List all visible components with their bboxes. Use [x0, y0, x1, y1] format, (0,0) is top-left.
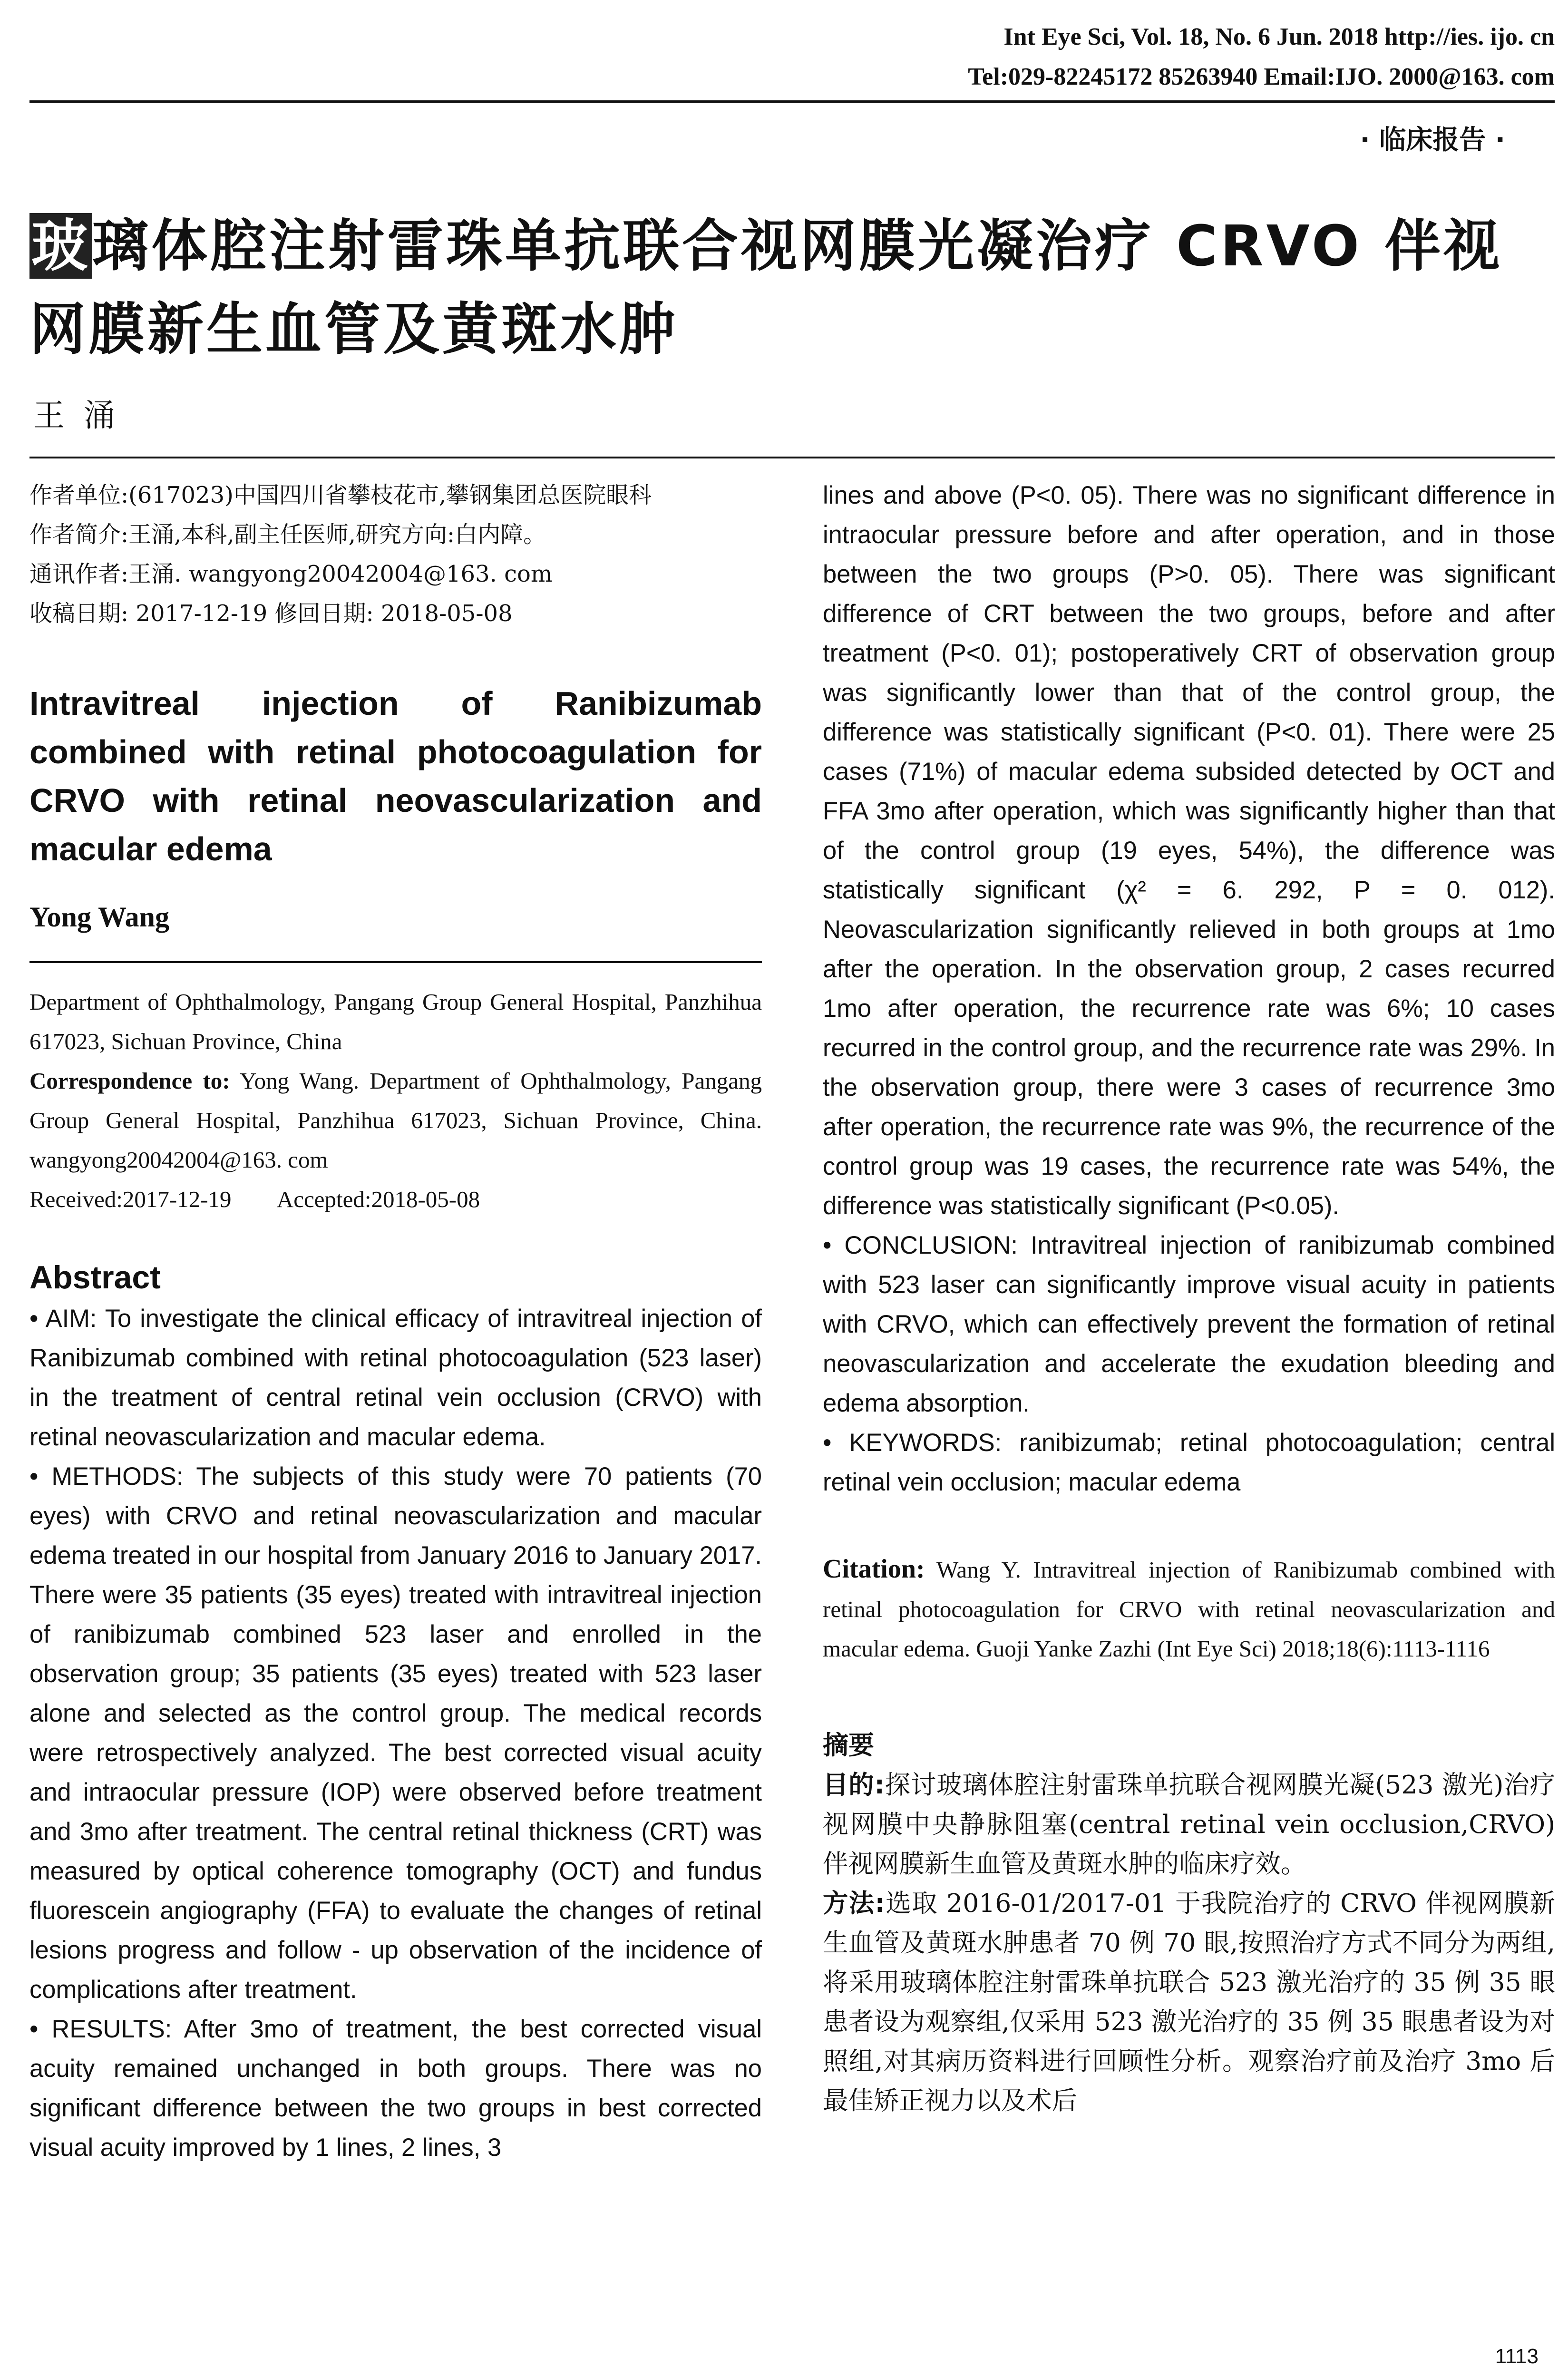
abstract-keywords: • KEYWORDS: ranibizumab; retinal photocoagulation; central retinal vein occlusion; macular edema: [823, 1429, 1555, 1496]
english-meta: [29, 982, 762, 1219]
author-rule: [29, 961, 762, 963]
english-dates: Received:2017-12-19 Accepted:2018-05-08: [29, 1186, 480, 1212]
abstract-results-start: • RESULTS: After 3mo of treatment, the best corrected visual acuity remained unchanged in both groups. There was no significant difference between the two groups in best corrected visual acuity improved by 1 lines, 2 lines, 3: [29, 2015, 762, 2162]
page-number: 1113: [1495, 2345, 1539, 2368]
chinese-abstract: [823, 1765, 1555, 2120]
abstract-methods: • METHODS: The subjects of this study were 70 patients (70 eyes) with CRVO and retinal neovascularization and macular edema treated in our hospital from January 2016 to January 2017. There were 35 patients (35 eyes) treated with intravitreal injection of ranibizumab combined 523 laser and enrolled in the observation group; 35 patients (35 eyes) treated with 523 laser alone and selected as the control group. The medical records were retrospectively analyzed. The best corrected visual acuity and intraocular pressure (IOP) were observed before treatment and 3mo after treatment. The central retinal thickness (CRT) was measured by optical coherence tomography (OCT) and fundus fluorescein angiography (FFA) to evaluate the changes of retinal lesions progress and follow - up observation of the incidence of complications after treatment.: [29, 1462, 762, 2004]
correspondence-label: Correspondence to:: [29, 1068, 230, 1094]
cn-aim-label: 目的:: [823, 1770, 885, 1800]
abstract-heading: Abstract: [29, 1259, 161, 1296]
correspondence: [29, 1061, 762, 1179]
journal-header: Int Eye Sci, Vol. 18, No. 6 Jun. 2018 http://ies. ijo. cn: [1003, 23, 1555, 50]
cn-methods-label: 方法:: [823, 1888, 885, 1918]
english-title: Intravitreal injection of Ranibizumab combined with retinal photocoagulation for CRVO with retinal neovascularization and macular edema: [29, 685, 762, 867]
title-first-char: 玻: [29, 213, 92, 279]
abstract-right: [823, 476, 1555, 1502]
header-rule: [29, 100, 1555, 103]
cn-abstract-methods: [823, 1883, 1555, 2120]
title-rest: 璃体腔注射雷珠单抗联合视网膜光凝治疗 CRVO 伴视网膜新生血管及黄斑水肿: [29, 213, 1503, 362]
author-affiliation: 作者单位:(617023)中国四川省攀枝花市,攀钢集团总医院眼科: [29, 482, 652, 508]
cn-methods-text: 选取 2016-01/2017-01 于我院治疗的 CRVO 伴视网膜新生血管及黄斑水肿患者 70 例 70 眼,按照治疗方式不同分为两组,将采用玻璃体腔注射雷珠单抗联合 523 激光治疗的 35 例 35 眼患者设为观察组,仅采用 523 激光治疗的 35 例 35 眼患者设为对照组,对其病历资料进行回顾性分析。观察治疗前及治疗 3mo 后最佳矫正视力以及术后: [823, 1888, 1555, 2115]
correspondence-text: Yong Wang. Department of Ophthalmology, Pangang Group General Hospital, Panzhihua 617023, Sichuan Province, China. wangyong20042004@163. com: [29, 1068, 762, 1173]
chinese-author: 王涌: [33, 397, 134, 434]
received-dates: 收稿日期: 2017-12-19 修回日期: 2018-05-08: [29, 600, 513, 627]
abstract-conclusion: • CONCLUSION: Intravitreal injection of ranibizumab combined with 523 laser can significantly improve visual acuity in patients with CRVO, which can effectively prevent the formation of retinal neovascularization and accelerate the exudation bleeding and edema absorption.: [823, 1231, 1555, 1417]
corresponding-author: 通讯作者:王涌. wangyong20042004@163. com: [29, 561, 553, 587]
right-column: [823, 476, 1555, 2120]
journal-contact: Tel:029-82245172 85263940 Email:IJO. 2000@163. com: [968, 63, 1555, 90]
english-author: Yong Wang: [29, 901, 170, 933]
author-bio: 作者简介:王涌,本科,副主任医师,研究方向:白内障。: [29, 521, 546, 548]
citation-text: Wang Y. Intravitreal injection of Ranibizumab combined with retinal photocoagulation for CRVO with retinal neovascularization and macular edema. Guoji Yanke Zazhi (Int Eye Sci) 2018;18(6):1113-1116: [823, 1557, 1555, 1662]
cn-aim-text: 探讨玻璃体腔注射雷珠单抗联合视网膜光凝(523 激光)治疗视网膜中央静脉阻塞(central retinal vein occlusion,CRVO)伴视网膜新生血管及黄斑水肿的临床疗效。: [823, 1770, 1555, 1879]
chinese-meta: [29, 476, 762, 633]
department: Department of Ophthalmology, Pangang Group General Hospital, Panzhihua 617023, Sichuan Province, China: [29, 989, 762, 1054]
citation-label: Citation:: [823, 1554, 925, 1584]
citation: [823, 1549, 1555, 1668]
title-rule: [29, 457, 1555, 458]
left-column: [29, 476, 762, 2167]
chinese-abstract-heading: 摘要: [823, 1730, 874, 1760]
abstract-aim: • AIM: To investigate the clinical efficacy of intravitreal injection of Ranibizumab combined with retinal photocoagulation (523 laser) in the treatment of central retinal vein occlusion (CRVO) with retinal neovascularization and macular edema.: [29, 1305, 762, 1451]
cn-abstract-aim: [823, 1765, 1555, 1883]
abstract-results-cont: lines and above (P<0. 05). There was no significant difference in intraocular pressure before and after operation, and in those between the two groups (P>0. 05). There was significant difference of CRT between the two groups, before and after treatment (P<0. 01); postoperatively CRT of observation group was significantly lower than that of the control group, the difference was statistically significant (P<0. 01). There were 25 cases (71%) of macular edema subsided detected by OCT and FFA 3mo after operation, which was significantly higher than that of the control group (19 eyes, 54%), the difference was statistically significant (χ² = 6. 292, P = 0. 012). Neovascularization significantly relieved in both groups at 1mo after the operation. In the observation group, 2 cases recurred 1mo after operation, the recurrence rate was 6%; 10 cases recurred in the control group, and the recurrence rate was 29%. In the observation group, there were 3 cases of recurrence 3mo after operation, the recurrence rate was 9%, the recurrence of the control group was 19 cases, the recurrence rate was 54%, the difference was statistically significant (P<0.05).: [823, 481, 1555, 1220]
abstract-left: [29, 1299, 762, 2167]
section-label: · 临床报告 ·: [1360, 125, 1505, 156]
chinese-title: [29, 205, 1551, 371]
